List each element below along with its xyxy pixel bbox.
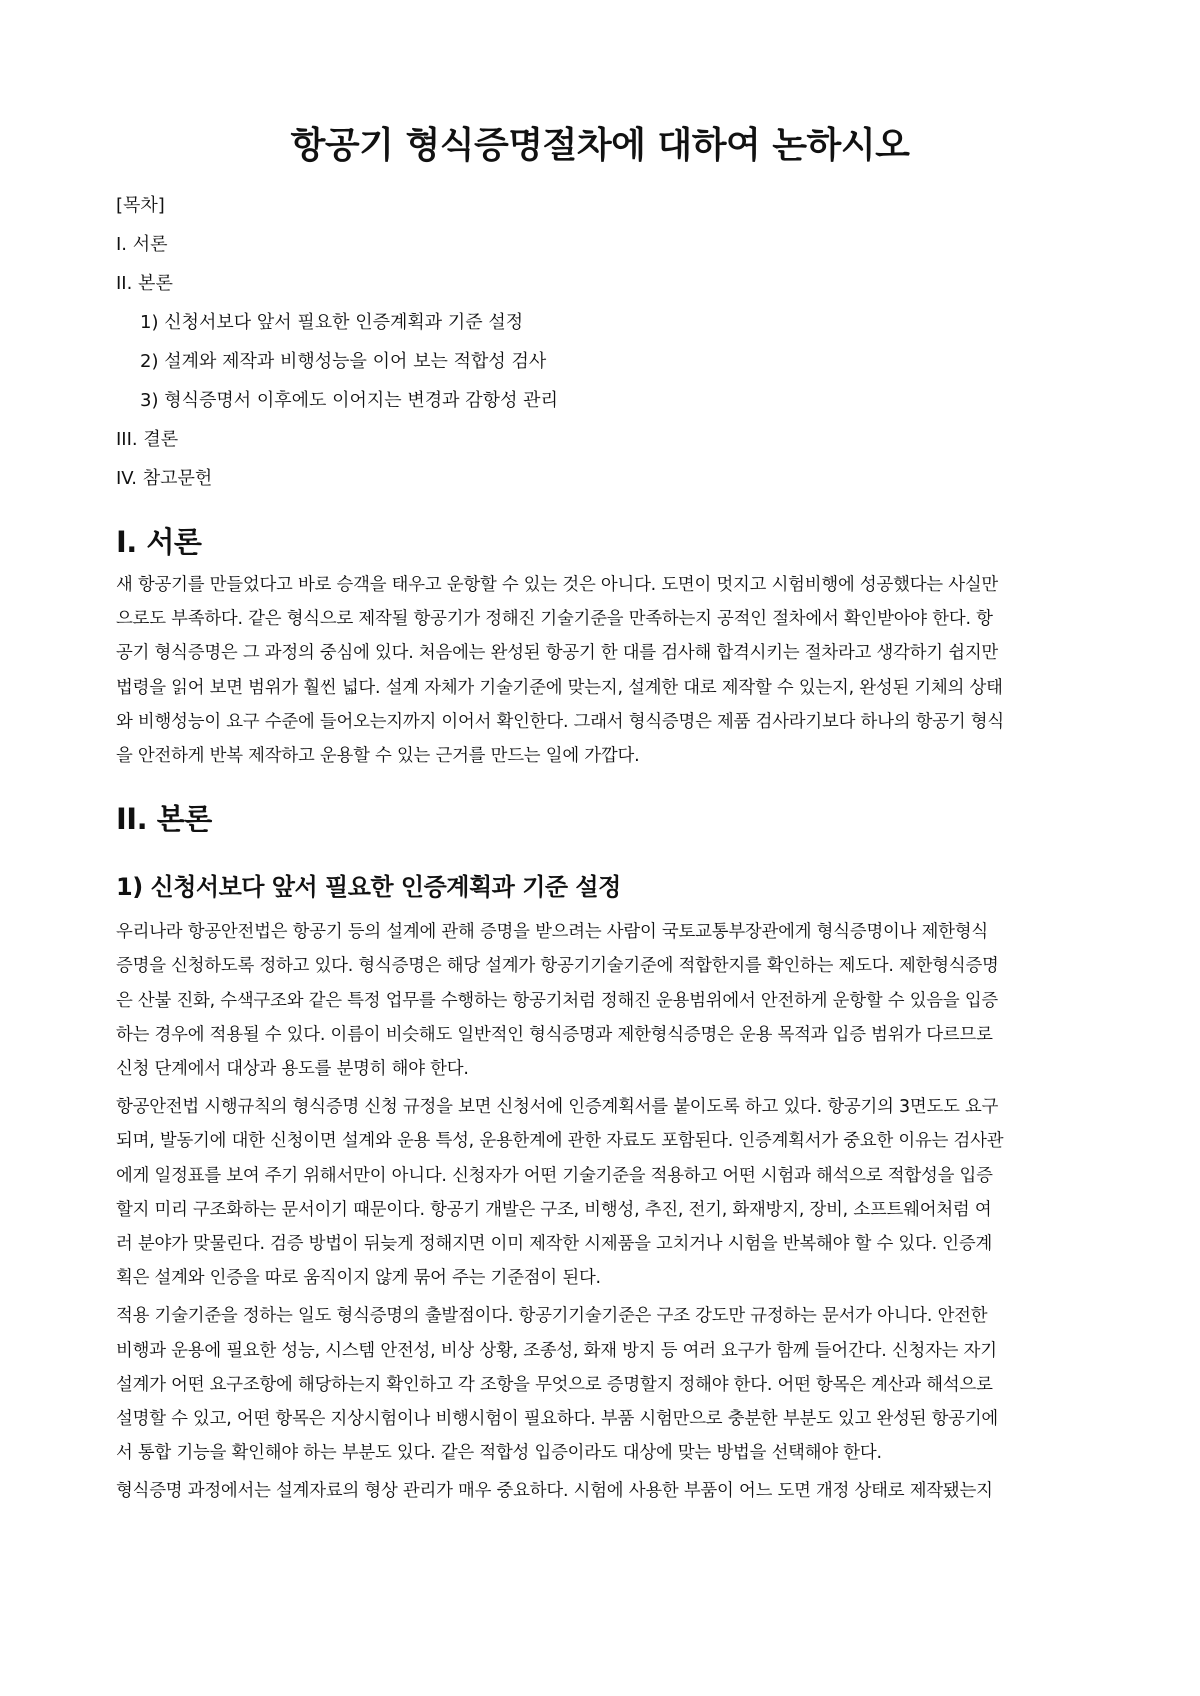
paragraph-line: 우리나라 항공안전법은 항공기 등의 설계에 관해 증명을 받으려는 사람이 국토교통부장관에게 형식증명이나 제한형식: [116, 922, 988, 943]
paragraph-line: 적용 기술기준을 정하는 일도 형식증명의 출발점이다. 항공기기술기준은 구조 강도만 규정하는 문서가 아니다. 안전한: [116, 1306, 988, 1327]
paragraph-line: 획은 설계와 인증을 따로 움직이지 않게 묶어 주는 기준점이 된다.: [116, 1268, 601, 1289]
toc-item: II. 본론: [116, 273, 173, 294]
paragraph-line: 새 항공기를 만들었다고 바로 승객을 태우고 운항할 수 있는 것은 아니다. 도면이 멋지고 시험비행에 성공했다는 사실만: [116, 575, 999, 595]
toc-subitem: 1) 신청서보다 앞서 필요한 인증계획과 기준 설정: [140, 312, 524, 333]
section-paragraph: [116, 1474, 1084, 1508]
paragraph-line: 으로도 부족하다. 같은 형식으로 제작될 항공기가 정해진 기술기준을 만족하는지 공적인 절차에서 확인받아야 한다. 항: [116, 609, 993, 630]
table-of-contents: [116, 186, 1084, 498]
paragraph-line: 항공안전법 시행규칙의 형식증명 신청 규정을 보면 신청서에 인증계획서를 붙이도록 하고 있다. 항공기의 3면도도 요구: [116, 1097, 999, 1118]
toc-item: III. 결론: [116, 429, 179, 450]
paragraph-line: 공기 형식증명은 그 과정의 중심에 있다. 처음에는 완성된 항공기 한 대를 검사해 합격시키는 절차라고 생각하기 쉽지만: [116, 643, 999, 664]
paragraph-line: 와 비행성능이 요구 수준에 들어오는지까지 이어서 확인한다. 그래서 형식증명은 제품 검사라기보다 하나의 항공기 형식: [116, 711, 1004, 732]
paragraph-line: 은 산불 진화, 수색구조와 같은 특정 업무를 수행하는 항공기처럼 정해진 운용범위에서 안전하게 운항할 수 있음을 입증: [116, 990, 999, 1011]
paragraph-line: 설계가 어떤 요구조항에 해당하는지 확인하고 각 조항을 무엇으로 증명할지 정해야 한다. 어떤 항목은 계산과 해석으로: [116, 1374, 993, 1395]
document-page: [116, 0, 1084, 1509]
toc-subitem: 3) 형식증명서 이후에도 이어지는 변경과 감항성 관리: [140, 390, 558, 411]
paragraph-line: 을 안전하게 반복 제작하고 운용할 수 있는 근거를 만드는 일에 가깝다.: [116, 746, 640, 767]
body-heading: II. 본론: [116, 802, 212, 837]
toc-item: IV. 참고문헌: [116, 468, 213, 489]
paragraph-line: 형식증명 과정에서는 설계자료의 형상 관리가 매우 중요하다. 시험에 사용한 부품이 어느 도면 개정 상태로 제작됐는지: [116, 1481, 993, 1502]
paragraph-line: 하는 경우에 적용될 수 있다. 이름이 비슷해도 일반적인 형식증명과 제한형식증명은 운용 목적과 입증 범위가 다르므로: [116, 1024, 993, 1045]
page-title: 항공기 형식증명절차에 대하여 논하시오: [290, 125, 910, 166]
section-paragraph: [116, 1090, 1084, 1295]
toc-item: I. 서론: [116, 234, 168, 255]
intro-paragraph: [116, 568, 1084, 773]
paragraph-line: 비행과 운용에 필요한 성능, 시스템 안전성, 비상 상황, 조종성, 화재 방지 등 여러 요구가 함께 들어간다. 신청자는 자기: [116, 1340, 997, 1361]
paragraph-line: 러 분야가 맞물린다. 검증 방법이 뒤늦게 정해지면 이미 제작한 시제품을 고치거나 시험을 반복해야 할 수 있다. 인증계: [116, 1234, 993, 1255]
toc-heading: [목차]: [116, 195, 165, 216]
section-heading: 1) 신청서보다 앞서 필요한 인증계획과 기준 설정: [116, 873, 621, 902]
paragraph-line: 서 통합 기능을 확인해야 하는 부분도 있다. 같은 적합성 입증이라도 대상에 맞는 방법을 선택해야 한다.: [116, 1443, 882, 1464]
section-paragraph: [116, 915, 1084, 1086]
paragraph-line: 법령을 읽어 보면 범위가 훨씬 넓다. 설계 자체가 기술기준에 맞는지, 설계한 대로 제작할 수 있는지, 완성된 기체의 상태: [116, 677, 1003, 698]
section-paragraph: [116, 1299, 1084, 1470]
intro-heading: I. 서론: [116, 525, 202, 559]
paragraph-line: 되며, 발동기에 대한 신청이면 설계와 운용 특성, 운용한계에 관한 자료도 포함된다. 인증계획서가 중요한 이유는 검사관: [116, 1131, 1004, 1152]
paragraph-line: 에게 일정표를 보여 주기 위해서만이 아니다. 신청자가 어떤 기술기준을 적용하고 어떤 시험과 해석으로 적합성을 입증: [116, 1165, 993, 1186]
paragraph-line: 설명할 수 있고, 어떤 항목은 지상시험이나 비행시험이 필요하다. 부품 시험만으로 충분한 부분도 있고 완성된 항공기에: [116, 1409, 999, 1430]
paragraph-line: 증명을 신청하도록 정하고 있다. 형식증명은 해당 설계가 항공기기술기준에 적합한지를 확인하는 제도다. 제한형식증명: [116, 956, 999, 977]
paragraph-line: 신청 단계에서 대상과 용도를 분명히 해야 한다.: [116, 1059, 469, 1080]
toc-subitem: 2) 설계와 제작과 비행성능을 이어 보는 적합성 검사: [140, 351, 547, 372]
paragraph-line: 할지 미리 구조화하는 문서이기 때문이다. 항공기 개발은 구조, 비행성, 추진, 전기, 화재방지, 장비, 소프트웨어처럼 여: [116, 1199, 992, 1220]
